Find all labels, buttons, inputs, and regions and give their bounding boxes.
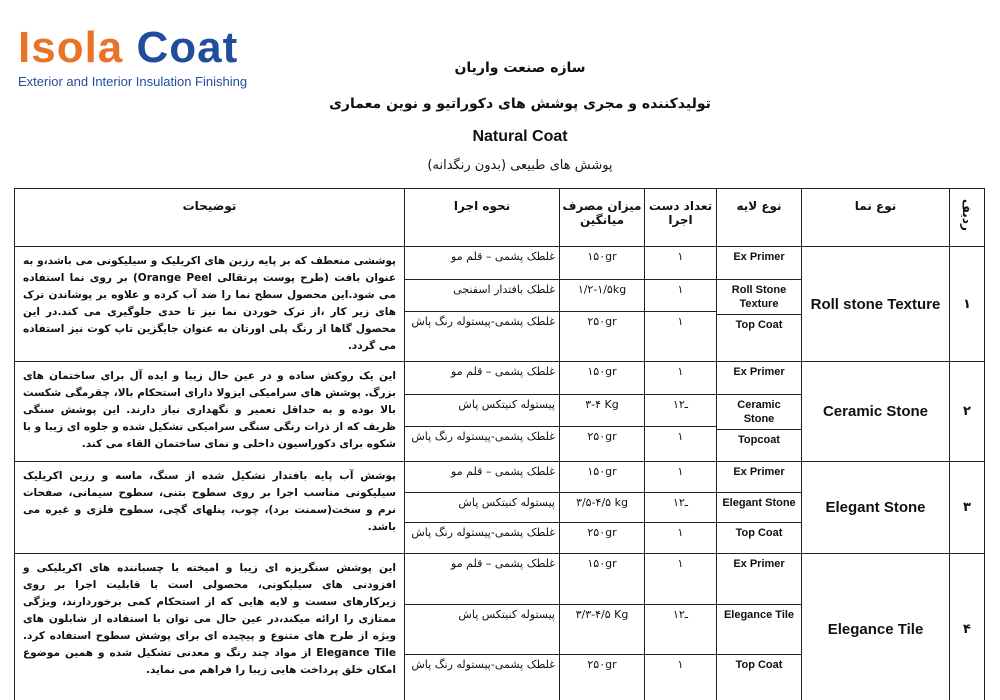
layer-method: پیستوله کنیتکس پاش bbox=[405, 604, 559, 654]
layer-method: غلطک بافتدار اسفنجی bbox=[405, 279, 559, 311]
row-description: این یک روکش ساده و در عین حال زیبا و ایده آل برای ساختمان های بزرگ. پوشش های سرامیکی ایزولا دارای استحکام بالا، چقرمگی شکست بالا بوده و به حداقل تعمیر و نگهداری نیاز دارند. این پوشش سنگی ظریف که از ذرات رنگی سنگی سرامیکی تشکیل شده و جلوه ای زیبا و با شکوه برای دکوراسیون داخلی و نمای ساختمان القاء می کند. bbox=[15, 362, 405, 462]
layer-type-cell bbox=[717, 247, 802, 362]
layer-coats-cell bbox=[645, 462, 717, 554]
layer-consumption-cell bbox=[560, 247, 645, 362]
layer-consumption: ۲۵۰gr bbox=[587, 429, 617, 443]
layer-coats-list bbox=[645, 247, 716, 343]
layer-method: غلطک پشمی – قلم مو bbox=[405, 362, 559, 394]
logo-tagline: Exterior and Interior Insulation Finishing bbox=[18, 74, 248, 89]
layer-method: غلطک پشمی-پیستوله رنگ پاش bbox=[411, 525, 555, 539]
company-logo bbox=[18, 24, 258, 89]
facade-name: Ceramic Stone bbox=[802, 362, 950, 462]
layer-coats: ۱ـ۲ bbox=[645, 492, 716, 522]
layer-type: Roll Stone Texture bbox=[717, 279, 801, 314]
layer-type-cell bbox=[717, 554, 802, 700]
company-name: سازه صنعت واریان bbox=[454, 60, 586, 76]
layer-consumption: ۳/۵-۴/۵ kg bbox=[560, 492, 644, 522]
layer-type-list bbox=[717, 362, 801, 461]
layer-coats-cell bbox=[645, 362, 717, 462]
layer-type-list bbox=[717, 247, 801, 346]
layer-consumption: ۱۵۰gr bbox=[560, 462, 644, 492]
layer-method-list bbox=[405, 462, 559, 552]
table-row bbox=[15, 462, 985, 554]
facade-name: Elegant Stone bbox=[802, 462, 950, 554]
table-row bbox=[15, 554, 985, 700]
row-description: این پوشش سنگریزه ای زیبا و امیخته با چسباننده های اکریلیکی و افزودنی های سیلیکونی، محصولی است با قابلیت اجرا بر روی زیرکارهای سست و لایه هایی که از استحکام کمی برخوردارند، ویژگی ممتازی را ارائه میکند،در عین حال می توان با استفاده از شابلون های ویژه از طرح های متنوع و پیچیده ای برای پوشش سطوح استفاده کرد. Elegance Tile از مواد چند رنگ و معدنی تشکیل شده و همین موضوع امکان خلق پرداخت هایی زیبا را فراهم می نماید. bbox=[15, 554, 405, 700]
layer-method: غلطک پشمی – قلم مو bbox=[405, 247, 559, 279]
layer-type: Ex Primer bbox=[717, 462, 801, 492]
layer-consumption: ۳/۳-۴/۵ Kg bbox=[560, 604, 644, 654]
row-description: پوششی منعطف که بر پایه رزین های اکریلیک و سیلیکونی می باشد،و به عنوان بافت (طرح پوست پرتقالی Orange Peel) بر روی نما استفاده می شود.این محصول سطح نما را ضد آب کرده و علاوه بر پوشاندن ترک های زیر کار ،از ترک خوردن نما نیز تا حدی جلوگیری می کند.در این محصول گاها از رنگ پلی اورتان به عنوان جایگزین تاپ کوت نیز استفاده می گردد. bbox=[15, 247, 405, 362]
layer-type-cell bbox=[717, 462, 802, 554]
layer-consumption-cell bbox=[560, 462, 645, 554]
layer-consumption-cell bbox=[560, 554, 645, 700]
layer-method-list bbox=[405, 247, 559, 343]
row-number: ۲ bbox=[950, 362, 985, 462]
layer-method-list bbox=[405, 554, 559, 700]
row-number: ۴ bbox=[950, 554, 985, 700]
layer-type: Top Coat bbox=[735, 318, 783, 331]
logo-coat: Coat bbox=[136, 23, 239, 72]
layer-type: Ex Primer bbox=[717, 362, 801, 394]
layer-type: Ex Primer bbox=[717, 247, 801, 279]
layer-consumption-list bbox=[560, 554, 644, 700]
layer-method-cell bbox=[405, 247, 560, 362]
layer-coats: ۱ bbox=[677, 525, 684, 539]
row-number: ۳ bbox=[950, 462, 985, 554]
layer-type-cell bbox=[717, 362, 802, 462]
product-title: Natural Coat bbox=[472, 128, 568, 145]
layer-method: غلطک پشمی-پیستوله رنگ پاش bbox=[411, 657, 555, 671]
layer-consumption: ۱۵۰gr bbox=[560, 362, 644, 394]
layer-coats-list bbox=[645, 554, 716, 700]
layer-consumption: ۲۵۰gr bbox=[587, 314, 617, 328]
col-header-coats: تعداد دست اجرا bbox=[645, 189, 717, 247]
layer-method: پیستوله کنیتکس پاش bbox=[405, 492, 559, 522]
layer-coats: ۱ـ۲ bbox=[645, 394, 716, 426]
col-header-row-label: ردیف bbox=[960, 199, 974, 231]
layer-method: غلطک پشمی – قلم مو bbox=[405, 554, 559, 604]
layer-coats: ۱ bbox=[645, 462, 716, 492]
facade-name: Roll stone Texture bbox=[802, 247, 950, 362]
layer-coats: ۱ bbox=[645, 554, 716, 604]
col-header-consumption: میزان مصرف میانگین bbox=[560, 189, 645, 247]
col-header-row bbox=[950, 189, 985, 247]
layer-coats-list bbox=[645, 362, 716, 458]
layer-method: غلطک پشمی-پیستوله رنگ پاش bbox=[411, 314, 555, 328]
layer-method: غلطک پشمی-پیستوله رنگ پاش bbox=[411, 429, 555, 443]
col-header-description: توضیحات bbox=[15, 189, 405, 247]
layer-type: Elegance Tile bbox=[717, 604, 801, 654]
table-row bbox=[15, 362, 985, 462]
layer-coats-cell bbox=[645, 554, 717, 700]
layer-method-list bbox=[405, 362, 559, 458]
col-header-layer: نوع لایه bbox=[717, 189, 802, 247]
layer-consumption-list bbox=[560, 462, 644, 552]
row-description: پوشش آب پایه بافتدار تشکیل شده از سنگ، ماسه و رزین اکریلیک سیلیکونی مناسب اجرا بر روی سطوح بتنی، سطوح سیمانی، صفحات نرم و سخت(سمنت برد)، چوب، پنلهای گچی، سطوح فلزی و غیره می باشد. bbox=[15, 462, 405, 554]
layer-consumption: ۲۵۰gr bbox=[587, 657, 617, 671]
layer-consumption-list bbox=[560, 362, 644, 458]
layer-consumption: ۲۵۰gr bbox=[587, 525, 617, 539]
layer-method-cell bbox=[405, 362, 560, 462]
layer-consumption: ۳-۴ Kg bbox=[560, 394, 644, 426]
logo-isola: Isola bbox=[18, 23, 124, 72]
layer-type: Top Coat bbox=[735, 526, 783, 539]
layer-coats-list bbox=[645, 462, 716, 552]
layer-method-cell bbox=[405, 554, 560, 700]
layer-coats: ۱ bbox=[645, 362, 716, 394]
layer-consumption-list bbox=[560, 247, 644, 343]
table-row bbox=[15, 247, 985, 362]
layer-coats-cell bbox=[645, 247, 717, 362]
layer-type-list bbox=[717, 554, 801, 700]
facade-name: Elegance Tile bbox=[802, 554, 950, 700]
layer-coats: ۱ bbox=[645, 279, 716, 311]
logo-wordmark bbox=[18, 24, 258, 72]
product-title-fa: پوشش های طبیعی (بدون رنگدانه) bbox=[427, 158, 613, 173]
layer-consumption: ۱/۲-۱/۵kg bbox=[560, 279, 644, 311]
layer-type: Elegant Stone bbox=[717, 492, 801, 522]
layer-type-list bbox=[717, 462, 801, 552]
layer-consumption: ۱۵۰gr bbox=[560, 554, 644, 604]
layer-coats: ۱ bbox=[677, 429, 684, 443]
layer-method: پیستوله کنیتکس پاش bbox=[405, 394, 559, 426]
company-subtitle: تولیدکننده و مجری پوشش های دکوراتیو و نوین معماری bbox=[329, 96, 711, 112]
col-header-method: نحوه اجرا bbox=[405, 189, 560, 247]
col-header-facade: نوع نما bbox=[802, 189, 950, 247]
layer-coats: ۱ bbox=[677, 314, 684, 328]
layer-coats: ۱ـ۲ bbox=[645, 604, 716, 654]
layer-type: Ex Primer bbox=[717, 554, 801, 604]
layer-type: Topcoat bbox=[738, 433, 780, 446]
layer-consumption-cell bbox=[560, 362, 645, 462]
product-table bbox=[14, 188, 985, 700]
layer-type: Ceramic Stone bbox=[717, 394, 801, 429]
layer-method-cell bbox=[405, 462, 560, 554]
layer-coats: ۱ bbox=[645, 247, 716, 279]
row-number: ۱ bbox=[950, 247, 985, 362]
layer-coats: ۱ bbox=[677, 657, 684, 671]
layer-method: غلطک پشمی – قلم مو bbox=[405, 462, 559, 492]
layer-type: Top Coat bbox=[735, 658, 783, 671]
layer-consumption: ۱۵۰gr bbox=[560, 247, 644, 279]
